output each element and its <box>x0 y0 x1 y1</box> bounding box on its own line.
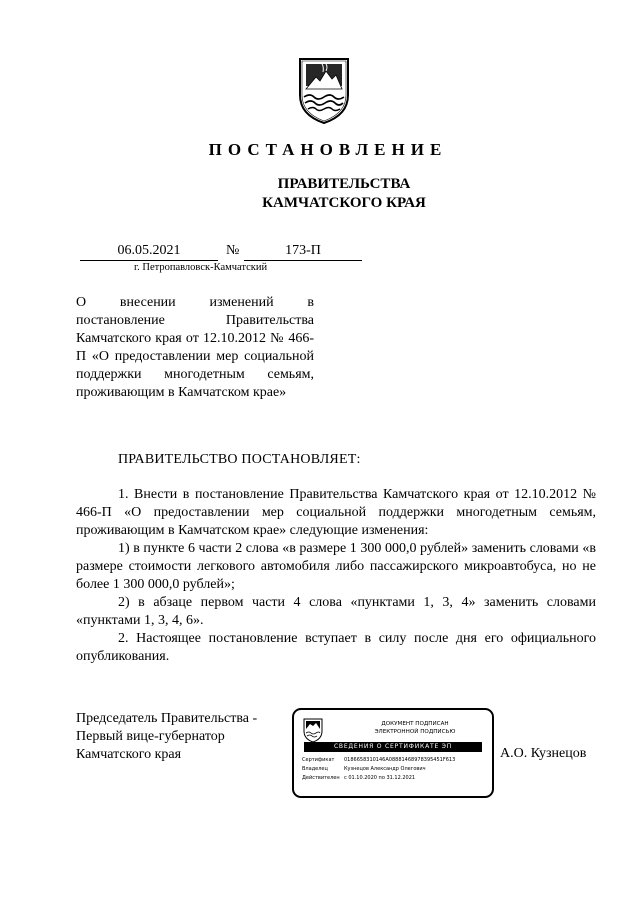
paragraph-1-item-2: 2) в абзаце первом части 4 слова «пунктами 1, 3, 4» заменить словами «пунктами 1, 3, 4, 6». <box>76 595 596 628</box>
number-sign: № <box>226 243 240 258</box>
authority-line-1: ПРАВИТЕЛЬСТВА <box>277 176 411 192</box>
signer-position-line-2: Первый вице-губернатор <box>76 729 225 744</box>
stamp-owner-value: Кузнецов Александр Олегович <box>344 766 426 772</box>
paragraph-1: 1. Внести в постановление Правительства Камчатского края от 12.10.2012 № 466-П «О предоставлении мер социальной поддержки многодетным семьям, проживающим в Камчатском крае» следующие изменения: <box>76 487 596 538</box>
issuing-authority <box>0 175 640 213</box>
stamp-certificate-label: Сертификат <box>302 757 335 763</box>
signer-position-line-3: Камчатского края <box>76 747 182 762</box>
stamp-row-validity <box>302 775 415 782</box>
document-body <box>76 486 596 666</box>
signer-position-line-1: Председатель Правительства - <box>76 711 258 726</box>
stamp-certificate-bar: СВЕДЕНИЯ О СЕРТИФИКАТЕ ЭП <box>304 742 482 752</box>
stamp-heading-line-2: ЭЛЕКТРОННОЙ ПОДПИСЬЮ <box>374 729 456 735</box>
signer-position <box>76 710 257 764</box>
stamp-heading-line-1: ДОКУМЕНТ ПОДПИСАН <box>381 721 449 727</box>
document-number: 173-П <box>244 242 362 261</box>
stamp-row-certificate <box>302 757 455 764</box>
stamp-validity-value: с 01.10.2020 по 31.12.2021 <box>344 775 416 781</box>
stamp-owner-label: Владелец <box>302 766 328 772</box>
document-subject: О внесении изменений в постановление Правительства Камчатского края от 12.10.2012 № 466-П «О предоставлении мер социальной поддержки многодетным семьям, проживающим в Камчатском крае» <box>76 295 314 400</box>
stamp-validity-label: Действителен <box>302 775 340 781</box>
paragraph-2: 2. Настоящее постановление вступает в силу после дня его официального опубликования. <box>76 631 596 664</box>
paragraph-1-item-1: 1) в пункте 6 части 2 слова «в размере 1 300 000,0 рублей» заменить словами «в размере стоимости легкового автомобиля либо пассажирского микроавтобуса, но не более 1 300 000,0 рублей»; <box>76 541 596 592</box>
stamp-coat-of-arms-icon <box>302 717 324 743</box>
preamble: ПРАВИТЕЛЬСТВО ПОСТАНОВЛЯЕТ: <box>118 452 361 467</box>
document-date: 06.05.2021 <box>80 242 218 261</box>
stamp-row-owner <box>302 766 426 773</box>
signer-name: А.О. Кузнецов <box>500 746 587 761</box>
authority-line-2: КАМЧАТСКОГО КРАЯ <box>262 195 426 211</box>
stamp-heading <box>350 720 480 736</box>
stamp-certificate-value: 0186658310146A08881468978395451F613 <box>344 757 456 763</box>
coat-of-arms-icon <box>296 55 352 125</box>
document-type-title: ПОСТАНОВЛЕНИЕ <box>208 140 448 159</box>
city-of-issue: г. Петропавловск-Камчатский <box>134 262 268 273</box>
electronic-signature-stamp <box>292 708 494 798</box>
